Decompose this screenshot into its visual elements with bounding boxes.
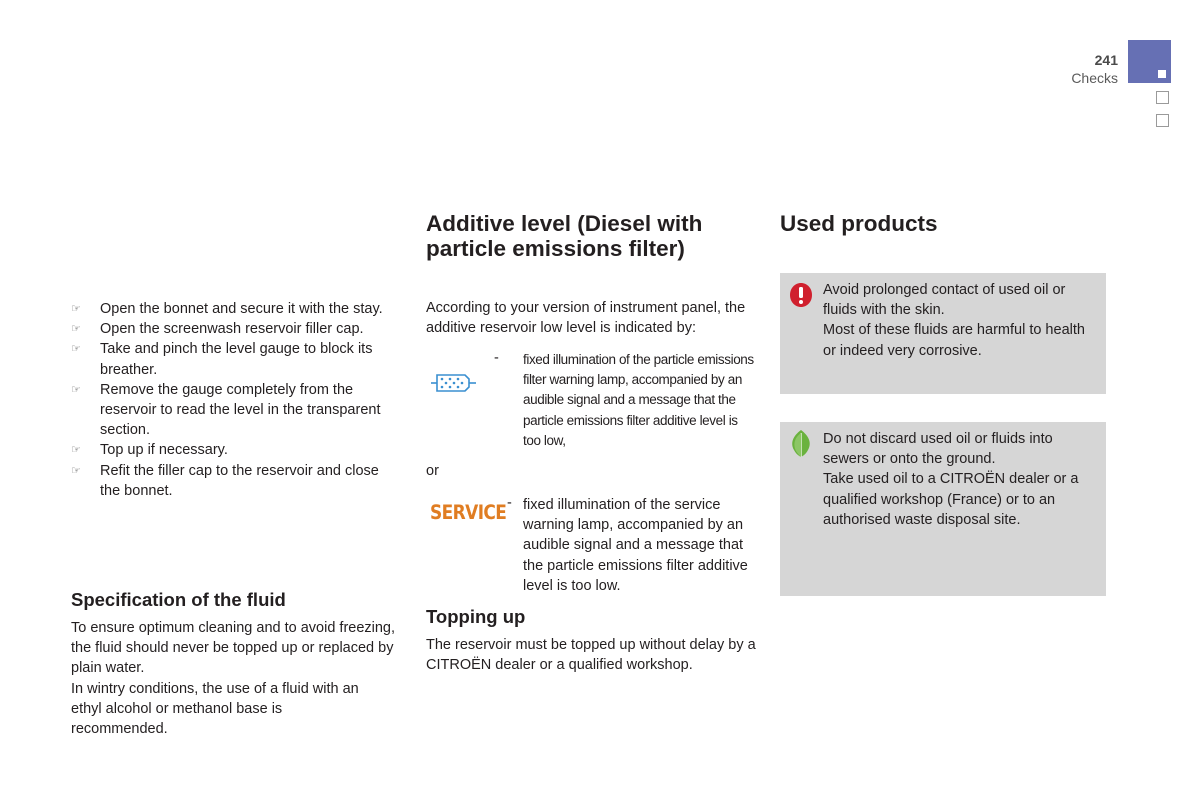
additive-intro: According to your version of instrument panel, the additive reservoir low level is indicated by: xyxy=(426,300,746,337)
hand-pointer-icon: ☞ xyxy=(71,343,81,356)
service-warning-icon: SERVICE xyxy=(430,501,507,525)
chapter-tab-next[interactable] xyxy=(1156,91,1169,104)
topping-text: The reservoir must be topped up without delay by a CITROËN dealer or a qualified workshop. xyxy=(426,637,756,674)
section-title: Checks xyxy=(1071,70,1118,86)
warning-box xyxy=(780,273,1106,394)
environment-text xyxy=(823,429,1093,530)
hand-pointer-icon: ☞ xyxy=(71,464,81,477)
tab-dot xyxy=(1158,70,1166,78)
list-item: ☞ Take and pinch the level gauge to block its breather. xyxy=(71,341,373,378)
list-item: ☞ Remove the gauge completely from the reservoir to read the level in the transparent section. xyxy=(71,381,381,439)
chapter-tab-last[interactable] xyxy=(1156,114,1169,127)
list-item: ☞ Open the bonnet and secure it with the stay. xyxy=(71,299,401,319)
list-dash: - xyxy=(507,495,512,511)
topping-heading: Topping up xyxy=(426,606,526,627)
warning-paragraph-1: Avoid prolonged contact of used oil or fluids with the skin. xyxy=(823,282,1066,319)
particle-filter-warning-icon xyxy=(431,370,477,396)
environment-box xyxy=(780,422,1106,596)
hand-pointer-icon: ☞ xyxy=(71,303,81,315)
spec-paragraph-2: In wintry conditions, the use of a fluid with an ethyl alcohol or methanol base is recommended. xyxy=(71,680,359,738)
list-item: ☞ Top up if necessary. xyxy=(71,440,401,460)
additive-heading: Additive level (Diesel with particle emissions filter) xyxy=(426,211,703,261)
hand-pointer-icon: ☞ xyxy=(71,383,81,396)
spec-paragraph-1: To ensure optimum cleaning and to avoid freezing, the fluid should never be topped up or replaced by plain water. xyxy=(71,620,396,677)
procedure-list xyxy=(71,299,401,501)
list-item: ☞ Refit the filler cap to the reservoir and close the bonnet. xyxy=(71,462,379,499)
or-text: or xyxy=(426,463,439,479)
chapter-tab-active[interactable] xyxy=(1128,40,1171,83)
additive-item-2: fixed illumination of the service warning lamp, accompanied by an audible signal and a message that the particle emissions filter additive level is too low. xyxy=(523,497,748,594)
additive-item-1: fixed illumination of the particle emissions filter warning lamp, accompanied by an audible signal and a message that the particle emissions filter additive level is too low, xyxy=(523,352,754,448)
spec-text xyxy=(71,618,406,739)
list-dash: - xyxy=(494,350,499,366)
used-products-heading: Used products xyxy=(780,211,938,236)
hand-pointer-icon: ☞ xyxy=(71,444,81,457)
hand-pointer-icon: ☞ xyxy=(71,323,81,336)
list-item: ☞ Open the screenwash reservoir filler cap. xyxy=(71,319,401,339)
environment-paragraph-1: Do not discard used oil or fluids into sewers or onto the ground. xyxy=(823,431,1053,468)
warning-text xyxy=(823,280,1093,361)
warning-paragraph-2: Most of these fluids are harmful to health or indeed very corrosive. xyxy=(823,322,1085,359)
page-number: 241 xyxy=(1094,52,1118,68)
red-exclamation-icon xyxy=(790,283,812,307)
green-leaf-icon xyxy=(790,430,812,458)
environment-paragraph-2: Take used oil to a CITROËN dealer or a qualified workshop (France) or to an authorised waste disposal site. xyxy=(823,471,1079,528)
spec-heading: Specification of the fluid xyxy=(71,589,286,610)
